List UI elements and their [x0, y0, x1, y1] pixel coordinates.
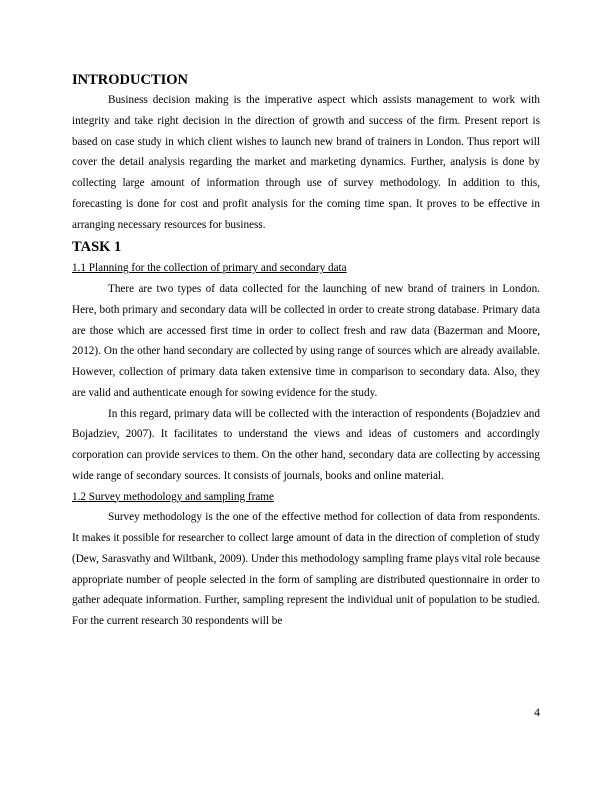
task1-heading: TASK 1 — [72, 239, 122, 256]
section-1-1-paragraph-2: In this regard, primary data will be collected with the interaction of respondents (Bojadziev and Bojadziev, 2007). It facilitates to understand the views and ideas of customers and accordingly corporation can provide services to them. On the other hand, secondary data are collecting by accessing wide range of secondary sources. It consists of journals, books and online material. — [72, 407, 540, 482]
introduction-paragraph: Business decision making is the imperative aspect which assists management to work with integrity and take right decision in the direction of growth and success of the firm. Present report is based on case study in which client wishes to launch new brand of trainers in London. Thus report will cover the detail analysis regarding the market and marketing dynamics. Further, analysis is done by collecting large amount of information through use of survey methodology. In addition to this, forecasting is done for cost and profit analysis for the coming time span. It proves to be effective in arranging necessary resources for business. — [72, 94, 540, 231]
page-number: 4 — [534, 705, 540, 719]
section-1-2-paragraph-1: Survey methodology is the one of the effective method for collection of data from respondents. It makes it possible for researcher to collect large amount of data in the direction of completion of study (Dew, Sarasvathy and Wiltbank, 2009). Under this methodology sampling frame plays vital role because appropriate number of people selected in the form of sampling are distributed questionnaire in order to gather adequate information. Further, sampling represent the individual unit of population to be studied. For the current research 30 respondents will be — [72, 511, 540, 627]
introduction-heading: INTRODUCTION — [72, 72, 189, 88]
section-1-2-title: 1.2 Survey methodology and sampling frame — [72, 490, 274, 503]
document-page — [72, 70, 540, 632]
section-1-1-paragraph-1: There are two types of data collected for the launching of new brand of trainers in London. Here, both primary and secondary data will be collected in order to create strong database. Primary data are those which are accessed first time in order to collect fresh and raw data (Bazerman and Moore, 2012). On the other hand secondary are collected by using range of sources which are already available. However, collection of primary data taken extensive time in comparison to secondary data. Also, they are valid and authenticate enough for sowing evidence for the study. — [72, 283, 540, 399]
section-1-1-title: 1.1 Planning for the collection of primary and secondary data — [72, 262, 347, 275]
